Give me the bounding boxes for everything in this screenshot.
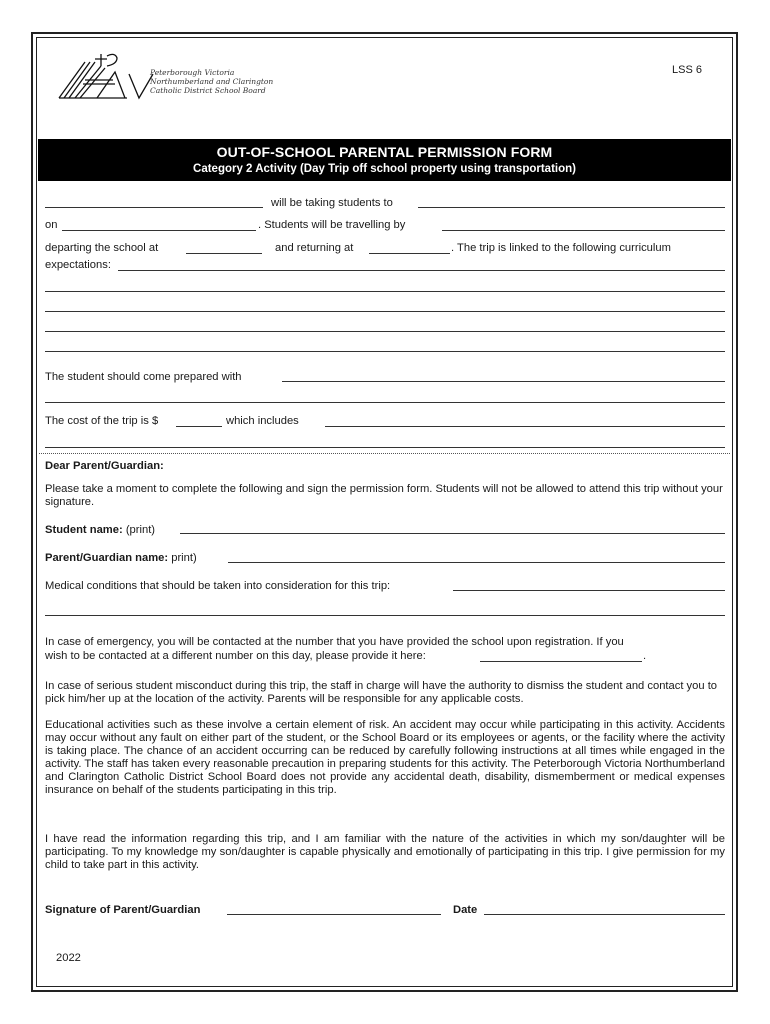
title-banner [38,139,731,181]
expectations-field[interactable] [118,270,725,271]
departure-time-field[interactable] [186,253,262,254]
expectations-label: expectations: [45,259,111,271]
travelling-by-label: . Students will be travelling by [258,219,406,231]
medical-label: Medical conditions that should be taken into consideration for this trip: [45,580,391,592]
includes-label: which includes [226,415,299,427]
student-name-label: Student name: (print) [45,524,156,536]
includes-field[interactable] [325,426,725,427]
risk-text: Educational activities such as these involve a certain element of risk. An accident may occur while participating in this activity. Accidents may occur without any fault on either part of the student, or the School Board or its employees or agents, or the facility where the activity is taking place. The chance of an accident occurring can be reduced by carefully following instructions at all times while engaged in the activity. The staff has taken every reasonable precaution in preparing students for this activity. The Peterborough Victoria Northumberland and Clarington Catholic District School Board does not provide any accidental death, disability, dismemberment or medical expenses insurance on behalf of the students participating in this trip. [45,719,725,796]
emergency-phone-field[interactable] [480,661,642,662]
signature-label: Signature of Parent/Guardian [45,904,201,916]
date-label: Date [453,904,478,916]
curriculum-label: . The trip is linked to the following curriculum [451,242,671,254]
intro-text: Please take a moment to complete the following and sign the permission form. Students will not be allowed to attend this trip without your signature. [45,483,723,508]
medical-field[interactable] [453,590,725,591]
return-time-field[interactable] [369,253,450,254]
parent-name-field[interactable] [228,562,725,563]
destination-field[interactable] [418,207,725,208]
consent-text: I have read the information regarding this trip, and I am familiar with the nature of the activities in which my son/daughter will be participating. To my knowledge my son/daughter is capable physically and emotionally of participating in this trip. I give permission for my child to take part in this activity. [45,833,725,871]
prepared-field[interactable] [282,381,725,382]
date-field[interactable] [62,230,256,231]
misconduct-text: In case of serious student misconduct during this trip, the staff in charge will have the authority to dismiss the student and contact you to pick him/her up at the location of the activity. Parents will be responsible for any applicable costs. [45,680,718,705]
signature-date-field[interactable] [484,914,725,915]
expectations-line[interactable] [45,351,725,352]
taking-students-label: will be taking students to [271,197,393,209]
footer-year: 2022 [56,952,81,964]
transport-field[interactable] [442,230,725,231]
salutation: Dear Parent/Guardian: [45,460,164,472]
emergency-end: . [643,650,647,662]
form-subtitle: Category 2 Activity (Day Trip off school property using transportation) [193,163,576,175]
returning-label: and returning at [275,242,354,254]
medical-line[interactable] [45,615,725,616]
teacher-field[interactable] [45,207,263,208]
board-logo [55,50,165,104]
board-name: Peterborough Victoria Northumberland and Clarington Catholic District School Board [150,68,274,95]
cost-label: The cost of the trip is $ [45,415,159,427]
student-name-field[interactable] [180,533,725,534]
includes-line[interactable] [45,447,725,448]
form-title: OUT-OF-SCHOOL PARENTAL PERMISSION FORM [216,144,553,160]
prepared-line[interactable] [45,402,725,403]
tear-line [39,453,730,454]
cost-field[interactable] [176,426,222,427]
parent-name-label: Parent/Guardian name: print) [45,552,197,564]
on-label: on [45,219,58,231]
emergency-text-2: wish to be contacted at a different number on this day, please provide it here: [45,650,426,662]
departing-label: departing the school at [45,242,159,254]
emergency-text: In case of emergency, you will be contacted at the number that you have provided the school upon registration. If you [45,636,624,648]
expectations-line[interactable] [45,311,725,312]
form-code: LSS 6 [672,64,702,76]
signature-field[interactable] [227,914,441,915]
expectations-line[interactable] [45,291,725,292]
expectations-line[interactable] [45,331,725,332]
prepared-label: The student should come prepared with [45,371,242,383]
